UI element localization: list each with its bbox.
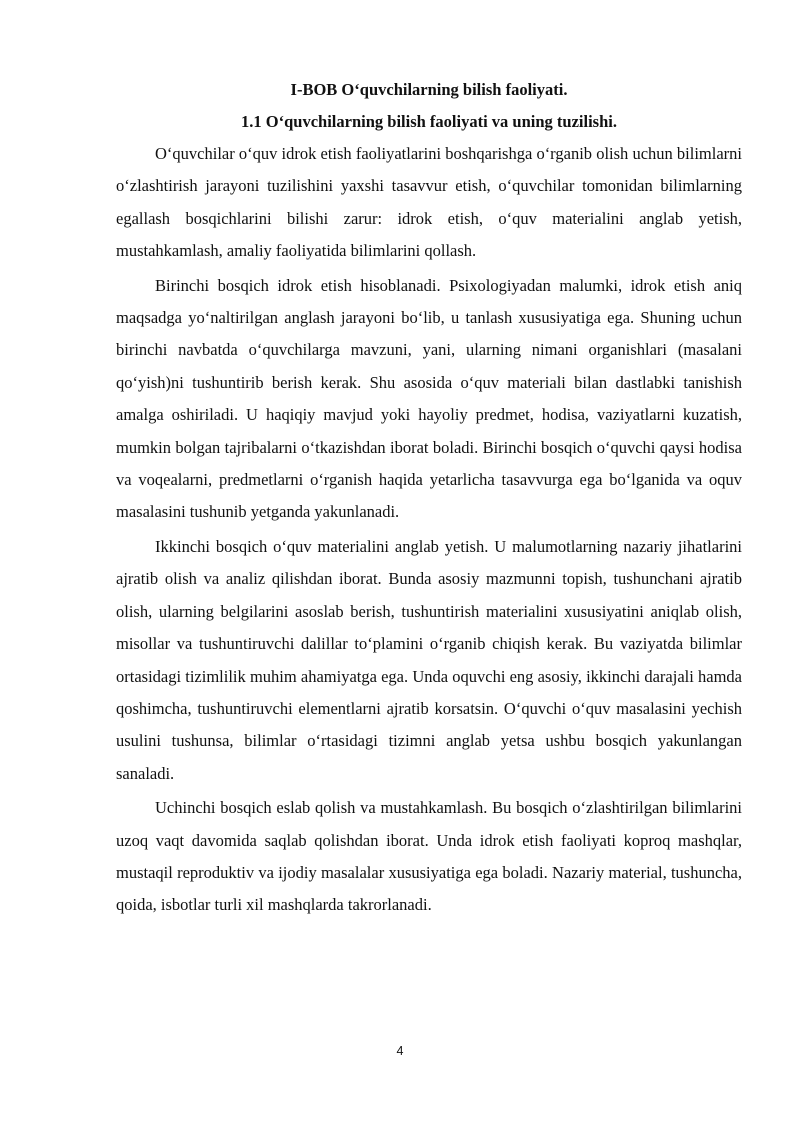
paragraph-first-stage: Birinchi bosqich idrok etish hisoblanadi. Psixologiyadan malumki, idrok etish aniq maqsadga yo‘naltirilgan anglash jarayoni bo‘lib, u tanlash xususiyatiga ega. Shuning uchun birinchi navbatda o‘quvchilarga mavzuni, yani, ularning nimani organishlari (masalani qo‘yish)ni tushuntirib berish kerak. Shu asosida o‘quv materiali bilan dastlabki tanishish amalga oshiriladi. U haqiqiy mavjud yoki hayoliy predmet, hodisa, vaziyatlarni kuzatish, mumkin bolgan tajribalarni o‘tkazishdan iborat boladi. Birinchi bosqich o‘quvchi qaysi hodisa va voqealarni, predmetlarni o‘rganish haqida yetarlicha tasavvurga ega bo‘lganida va oquv masalasini tushunib yetganda yakunlanadi. xyxy=(116,275,742,522)
paragraph-second-stage: Ikkinchi bosqich o‘quv materialini anglab yetish. U malumotlarning nazariy jihatlarini ajratib olish va analiz qilishdan iborat. Bunda asosiy mazmunni topish, tushunchani ajratib olish, ularning belgilarini asoslab berish, tushuntirish materialini xususiyatini aniqlab olish, misollar va tushuntiruvchi dalillar to‘plamini o‘rganib chiqish kerak. Bu vaziyatda bilimlar ortasidagi tizimlilik muhim ahamiyatga ega. Unda oquvchi eng asosiy, ikkinchi darajali hamda qoshimcha, tushuntiruvchi elementlarni ajratib korsatsin. O‘quvchi o‘quv masalasini yechish usulini tushunsa, bilimlar o‘rtasidagi tizimni anglab yetsa ushbu bosqich yakunlangan sanaladi. xyxy=(116,536,742,783)
paragraph-intro: O‘quvchilar o‘quv idrok etish faoliyatlarini boshqarishga o‘rganib olish uchun bilimlarni o‘zlashtirish jarayoni tuzilishini yaxshi tasavvur etish, o‘quvchilar tomonidan bilimlarning egallash bosqichlarini bilishi zarur: idrok etish, o‘quv materialini anglab yetish, mustahkamlash, amaliy faoliyatida bilimlarini qollash. xyxy=(116,144,742,261)
paragraph-third-stage: Uchinchi bosqich eslab qolish va mustahkamlash. Bu bosqich o‘zlashtirilgan bilimlarini uzoq vaqt davomida saqlab qolishdan iborat. Unda idrok etish faoliyati koproq mashqlar, mustaqil reproduktiv va ijodiy masalalar xususiyatiga ega boladi. Nazariy material, tushuncha, qoida, isbotlar turli xil mashqlarda takrorlanadi. xyxy=(116,798,742,915)
section-title: 1.1 O‘quvchilarning bilish faoliyati va uning tuzilishi. xyxy=(241,112,617,131)
document-body xyxy=(116,74,742,924)
page-number: 4 xyxy=(396,1044,404,1058)
chapter-title: I-BOB O‘quvchilarning bilish faoliyati. xyxy=(290,80,568,99)
